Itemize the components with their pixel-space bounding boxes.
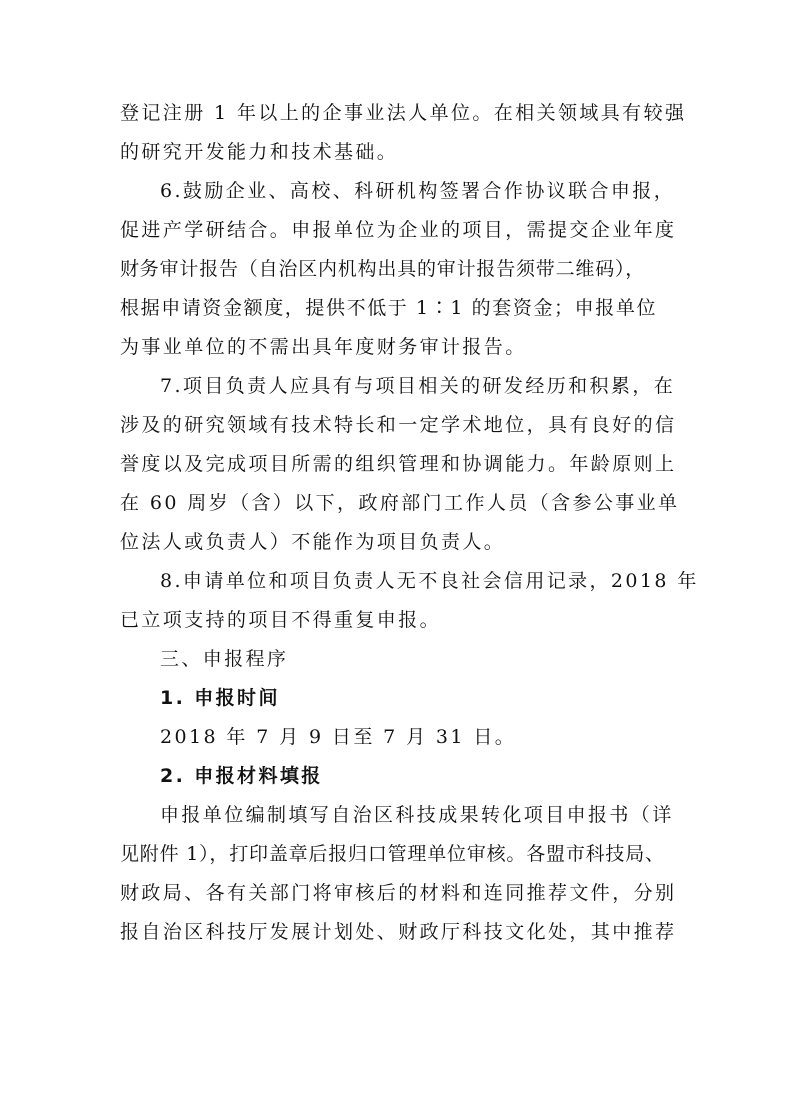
body-text-line: 涉及的研究领域有技术特长和一定学术地位，具有良好的信 — [120, 414, 677, 436]
body-text-line: 已立项支持的项目不得重复申报。 — [120, 609, 442, 631]
body-text-line: 在 60 周岁（含）以下，政府部门工作人员（含参公事业单 — [120, 492, 680, 514]
body-text-line: 见附件 1），打印盖章后报归口管理单位审核。各盟市科技局、 — [120, 843, 665, 865]
body-text-line: 登记注册 1 年以上的企事业法人单位。在相关领域具有较强 — [120, 102, 687, 124]
paragraph-item-7: 7.项目负责人应具有与项目相关的研发经历和积累，在 — [160, 375, 676, 397]
body-text-line: 位法人或负责人）不能作为项目负责人。 — [120, 531, 506, 553]
paragraph-item-6: 6.鼓励企业、高校、科研机构签署合作协议联合申报， — [160, 180, 676, 202]
subsection-heading-time: 1. 申报时间 — [160, 687, 280, 709]
document-body — [120, 94, 699, 952]
body-text-line: 的研究开发能力和技术基础。 — [120, 141, 399, 163]
body-text-line: 促进产学研结合。申报单位为企业的项目，需提交企业年度 — [120, 219, 677, 241]
body-text-line: 誉度以及完成项目所需的组织管理和协调能力。年龄原则上 — [120, 453, 677, 475]
section-heading: 三、申报程序 — [160, 648, 289, 670]
body-text-line: 申报单位编制填写自治区科技成果转化项目申报书（详 — [160, 804, 674, 826]
body-text-line: 根据申请资金额度，提供不低于 1∶1 的套资金；申报单位 — [120, 297, 658, 319]
body-text-line: 2018 年 7 月 9 日至 7 月 31 日。 — [160, 726, 517, 748]
paragraph-item-8: 8.申请单位和项目负责人无不良社会信用记录，2018 年 — [160, 570, 699, 592]
body-text-line: 财务审计报告（自治区内机构出具的审计报告须带二维码）， — [120, 258, 646, 280]
subsection-heading-materials: 2. 申报材料填报 — [160, 765, 323, 787]
body-text-line: 为事业单位的不需出具年度财务审计报告。 — [120, 336, 527, 358]
body-text-line: 报自治区科技厅发展计划处、财政厅科技文化处，其中推荐 — [120, 921, 677, 943]
body-text-line: 财政局、各有关部门将审核后的材料和连同推荐文件，分别 — [120, 882, 677, 904]
